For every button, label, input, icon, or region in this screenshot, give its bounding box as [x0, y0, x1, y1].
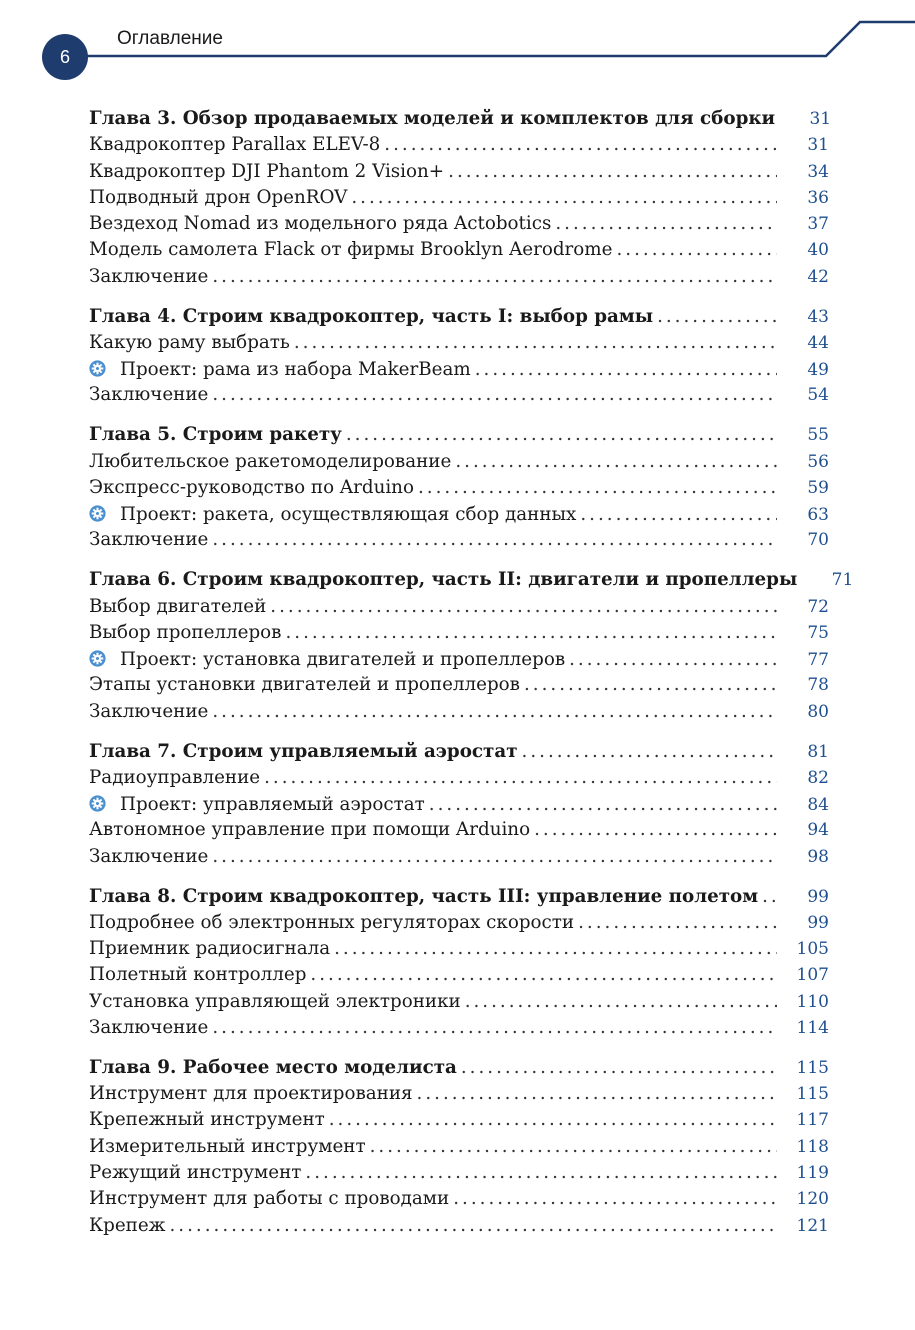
toc-entry-title — [89, 1057, 457, 1078]
toc-page-number: 105 — [796, 939, 829, 960]
toc-page-number: 107 — [796, 965, 829, 986]
toc-page-number: 70 — [807, 530, 829, 551]
toc-entry-title — [89, 767, 260, 788]
toc-entry-text: Автономное управление при помощи Arduino — [89, 819, 531, 841]
toc-entry[interactable] — [89, 1162, 829, 1188]
toc-entry-title — [89, 964, 306, 985]
toc-entry-title — [89, 306, 653, 327]
toc-entry-title — [89, 161, 444, 182]
toc-entry-title — [89, 1215, 166, 1236]
toc-page-number: 80 — [807, 701, 829, 722]
running-header-title: Оглавление — [117, 28, 223, 49]
dot-leader — [534, 819, 777, 840]
toc-entry-title — [89, 358, 471, 380]
dot-leader — [351, 187, 777, 208]
dot-leader — [212, 529, 777, 550]
toc-entry[interactable] — [89, 266, 829, 292]
dot-leader — [429, 794, 777, 815]
dot-leader — [370, 1136, 777, 1157]
toc-entry-title — [89, 886, 758, 907]
toc-entry[interactable] — [89, 1083, 829, 1109]
toc-entry[interactable] — [89, 1188, 829, 1214]
toc-entry-title — [89, 701, 208, 722]
toc-entry[interactable] — [89, 187, 829, 213]
dot-leader — [294, 332, 777, 353]
table-of-contents — [89, 108, 854, 1254]
toc-entry-text: Инструмент для работы с проводами — [89, 1188, 450, 1210]
toc-entry[interactable] — [89, 701, 829, 727]
toc-page-number: 110 — [796, 991, 829, 1012]
dot-leader — [418, 477, 777, 498]
toc-entry[interactable] — [89, 1109, 829, 1135]
dot-leader — [212, 384, 777, 405]
dot-leader — [310, 964, 777, 985]
toc-entry-text: Выбор двигателей — [89, 595, 267, 617]
dot-leader — [475, 359, 777, 380]
toc-entry-text: Глава 7. Строим управляемый аэростат — [89, 740, 518, 762]
toc-entry-text: Заключение — [89, 529, 209, 551]
dot-leader — [555, 213, 777, 234]
toc-page-number: 119 — [796, 1162, 829, 1183]
toc-chapter-entry[interactable] — [89, 108, 832, 134]
toc-entry-title — [89, 239, 612, 260]
dot-leader — [616, 239, 777, 260]
toc-entry-text: Заключение — [89, 1017, 209, 1038]
toc-entry-title — [89, 846, 208, 867]
toc-entry-title — [89, 674, 520, 695]
toc-page-number: 114 — [796, 1018, 829, 1038]
toc-entry-title — [89, 424, 342, 445]
toc-entry-title — [89, 1109, 325, 1130]
toc-entry[interactable] — [89, 384, 829, 410]
toc-entry[interactable] — [89, 938, 829, 964]
dot-leader — [264, 767, 777, 788]
toc-entry[interactable] — [89, 477, 829, 503]
toc-entry-title — [89, 529, 208, 550]
toc-entry-text: Глава 4. Строим квадрокоптер, часть I: выбор рамы — [89, 305, 654, 327]
toc-project-entry[interactable] — [89, 503, 829, 529]
toc-entry-text: Заключение — [89, 384, 209, 406]
dot-leader — [334, 938, 777, 959]
toc-entry-text: Заключение — [89, 700, 209, 722]
toc-page-number: 71 — [831, 570, 854, 591]
toc-entry[interactable] — [89, 239, 829, 265]
toc-entry[interactable] — [89, 451, 829, 477]
toc-entry-text: Радиоуправление — [89, 766, 261, 788]
toc-page-number: 54 — [807, 385, 829, 406]
dot-leader — [524, 674, 777, 695]
toc-entry-text: Глава 6. Строим квадрокоптер, часть II: двигатели и пропеллеры — [89, 569, 798, 591]
dot-leader — [455, 451, 777, 472]
toc-entry-text: Проект: ракета, осуществляющая сбор данных — [120, 504, 577, 526]
dot-leader — [569, 649, 777, 670]
dot-leader — [285, 622, 777, 643]
toc-entry-title — [89, 1017, 208, 1038]
dot-leader — [305, 1162, 777, 1183]
toc-chapter-entry[interactable] — [89, 306, 829, 332]
toc-page-number: 82 — [807, 767, 829, 788]
toc-project-entry[interactable] — [89, 358, 829, 384]
toc-page-number: 120 — [796, 1189, 829, 1210]
toc-entry-text: Проект: рама из набора MakerBeam — [120, 359, 471, 381]
dot-leader — [448, 161, 777, 182]
dot-leader — [522, 741, 777, 762]
toc-entry-text: Глава 3. Обзор продаваемых моделей и комплектов для сборки — [89, 108, 776, 129]
dot-leader — [465, 991, 777, 1012]
toc-entry[interactable] — [89, 964, 829, 990]
toc-entry-title — [89, 991, 461, 1012]
toc-entry-title — [89, 503, 576, 525]
toc-entry-text: Глава 5. Строим ракету — [89, 424, 342, 446]
toc-page-number: 84 — [807, 795, 829, 816]
dot-leader — [384, 134, 777, 155]
toc-entry-text: Крепеж — [89, 1214, 166, 1236]
dot-leader — [270, 596, 777, 617]
toc-entry-title — [89, 1136, 366, 1157]
toc-section — [89, 741, 829, 872]
toc-page-number: 72 — [807, 596, 829, 617]
toc-entry[interactable] — [89, 596, 829, 622]
toc-entry-title — [89, 213, 551, 234]
toc-page-number: 36 — [807, 187, 829, 208]
toc-entry-title — [89, 108, 775, 129]
toc-page-number: 118 — [796, 1136, 829, 1157]
toc-page-number: 115 — [796, 1057, 829, 1078]
toc-page-number: 55 — [807, 425, 829, 446]
toc-entry-title — [89, 793, 425, 815]
toc-section — [89, 569, 854, 727]
toc-page-number: 98 — [807, 846, 829, 867]
toc-page-number: 37 — [807, 214, 829, 235]
toc-entry[interactable] — [89, 1017, 829, 1043]
toc-entry-text: Вездеход Nomad из модельного ряда Actobotics — [89, 213, 552, 235]
toc-page-number: 44 — [807, 332, 829, 353]
toc-entry-title — [89, 569, 797, 590]
toc-page-number: 56 — [807, 451, 829, 472]
toc-page-number: 77 — [807, 650, 829, 671]
toc-section — [89, 306, 829, 411]
toc-page-number: 31 — [807, 135, 829, 156]
dot-leader — [329, 1109, 777, 1130]
toc-entry-text: Проект: установка двигателей и пропеллеров — [120, 649, 566, 671]
dot-leader — [461, 1057, 777, 1078]
toc-entry-text: Модель самолета Flack от фирмы Brooklyn Aerodrome — [89, 239, 613, 261]
toc-entry-text: Проект: управляемый аэростат — [120, 794, 425, 816]
dot-leader — [453, 1188, 777, 1209]
dot-leader — [417, 1083, 777, 1104]
gear-icon — [89, 360, 106, 377]
dot-leader — [212, 266, 777, 287]
toc-entry[interactable] — [89, 767, 829, 793]
toc-entry-text: Квадрокоптер Parallax ELEV-8 — [89, 134, 381, 156]
toc-entry-text: Подводный дрон OpenROV — [89, 186, 348, 208]
toc-entry[interactable] — [89, 912, 829, 938]
toc-entry[interactable] — [89, 529, 829, 555]
toc-page-number: 63 — [807, 505, 829, 526]
toc-page-number: 81 — [807, 741, 829, 762]
toc-project-entry[interactable] — [89, 793, 829, 819]
toc-entry[interactable] — [89, 161, 829, 187]
toc-entry-text: Приемник радиосигнала — [89, 938, 331, 960]
toc-entry-text: Любительское ракетомоделирование — [89, 450, 452, 472]
toc-entry[interactable] — [89, 213, 829, 239]
toc-entry-text: Квадрокоптер DJI Phantom 2 Vision+ — [89, 160, 445, 182]
toc-entry-text: Заключение — [89, 845, 209, 867]
toc-entry[interactable] — [89, 1136, 829, 1162]
toc-section — [89, 108, 832, 292]
toc-entry-text: Инструмент для проектирования — [89, 1083, 413, 1105]
toc-entry-title — [89, 596, 266, 617]
dot-leader — [346, 424, 777, 445]
toc-page-number: 34 — [807, 161, 829, 182]
dot-leader — [762, 886, 777, 907]
toc-page-number: 78 — [807, 675, 829, 696]
toc-entry-text: Выбор пропеллеров — [89, 621, 282, 643]
toc-entry-text: Глава 9. Рабочее место моделиста — [89, 1056, 457, 1078]
toc-entry-title — [89, 451, 451, 472]
toc-entry-text: Установка управляющей электроники — [89, 990, 461, 1012]
toc-entry-title — [89, 912, 574, 933]
dot-leader — [170, 1215, 778, 1236]
toc-entry-title — [89, 134, 380, 155]
toc-entry-title — [89, 332, 290, 353]
toc-entry-text: Экспресс-руководство по Arduino — [89, 476, 414, 498]
toc-page-number: 31 — [809, 109, 832, 129]
toc-page-number: 117 — [796, 1110, 829, 1131]
dot-leader — [212, 1017, 777, 1038]
gear-icon — [89, 650, 106, 667]
toc-entry-text: Заключение — [89, 265, 209, 287]
toc-entry-title — [89, 1162, 301, 1183]
toc-entry-text: Какую раму выбрать — [89, 331, 290, 353]
toc-entry-title — [89, 266, 208, 287]
toc-entry-text: Режущий инструмент — [89, 1161, 302, 1183]
toc-entry[interactable] — [89, 991, 829, 1017]
toc-chapter-entry[interactable] — [89, 886, 829, 912]
toc-chapter-entry[interactable] — [89, 569, 854, 595]
toc-entry-title — [89, 1188, 449, 1209]
toc-entry-text: Полетный контроллер — [89, 964, 307, 986]
toc-entry[interactable] — [89, 134, 829, 160]
toc-entry-text: Крепежный инструмент — [89, 1109, 325, 1131]
dot-leader — [657, 306, 777, 327]
toc-section — [89, 886, 829, 1044]
toc-section — [89, 1057, 829, 1241]
toc-page-number: 99 — [807, 886, 829, 907]
page-number: 6 — [59, 46, 70, 67]
toc-entry-title — [89, 187, 347, 208]
toc-chapter-entry[interactable] — [89, 741, 829, 767]
toc-entry-title — [89, 819, 530, 840]
toc-page-number: 121 — [796, 1215, 829, 1236]
toc-entry[interactable] — [89, 846, 829, 872]
toc-page-number: 59 — [807, 477, 829, 498]
dot-leader — [578, 912, 777, 933]
toc-page-number: 49 — [807, 360, 829, 381]
toc-entry[interactable] — [89, 1215, 829, 1241]
toc-entry-title — [89, 1083, 413, 1104]
toc-page-number: 40 — [807, 240, 829, 261]
toc-entry-text: Глава 8. Строим квадрокоптер, часть III: управление полетом — [89, 885, 759, 907]
toc-entry[interactable] — [89, 819, 829, 845]
toc-entry-title — [89, 384, 208, 405]
toc-page-number: 75 — [807, 622, 829, 643]
dot-leader — [212, 701, 777, 722]
toc-entry-text: Измерительный инструмент — [89, 1135, 366, 1157]
toc-entry-title — [89, 648, 565, 670]
toc-page-number: 42 — [807, 266, 829, 287]
toc-entry[interactable] — [89, 674, 829, 700]
toc-entry-title — [89, 938, 330, 959]
toc-entry-title — [89, 622, 281, 643]
dot-leader — [580, 504, 777, 525]
toc-page-number: 43 — [807, 306, 829, 327]
gear-icon — [89, 505, 106, 522]
toc-entry-text: Подробнее об электронных регуляторах скорости — [89, 911, 575, 933]
dot-leader — [212, 846, 777, 867]
toc-entry-title — [89, 741, 518, 762]
toc-entry[interactable] — [89, 332, 829, 358]
toc-entry-title — [89, 477, 414, 498]
toc-chapter-entry[interactable] — [89, 1057, 829, 1083]
toc-entry[interactable] — [89, 622, 829, 648]
toc-page-number: 115 — [796, 1084, 829, 1105]
toc-project-entry[interactable] — [89, 648, 829, 674]
page-number-badge — [42, 34, 88, 80]
toc-entry-text: Этапы установки двигателей и пропеллеров — [89, 674, 520, 696]
toc-chapter-entry[interactable] — [89, 424, 829, 450]
toc-page-number: 94 — [807, 820, 829, 841]
toc-section — [89, 424, 829, 555]
gear-icon — [89, 795, 106, 812]
toc-page-number: 99 — [807, 912, 829, 933]
